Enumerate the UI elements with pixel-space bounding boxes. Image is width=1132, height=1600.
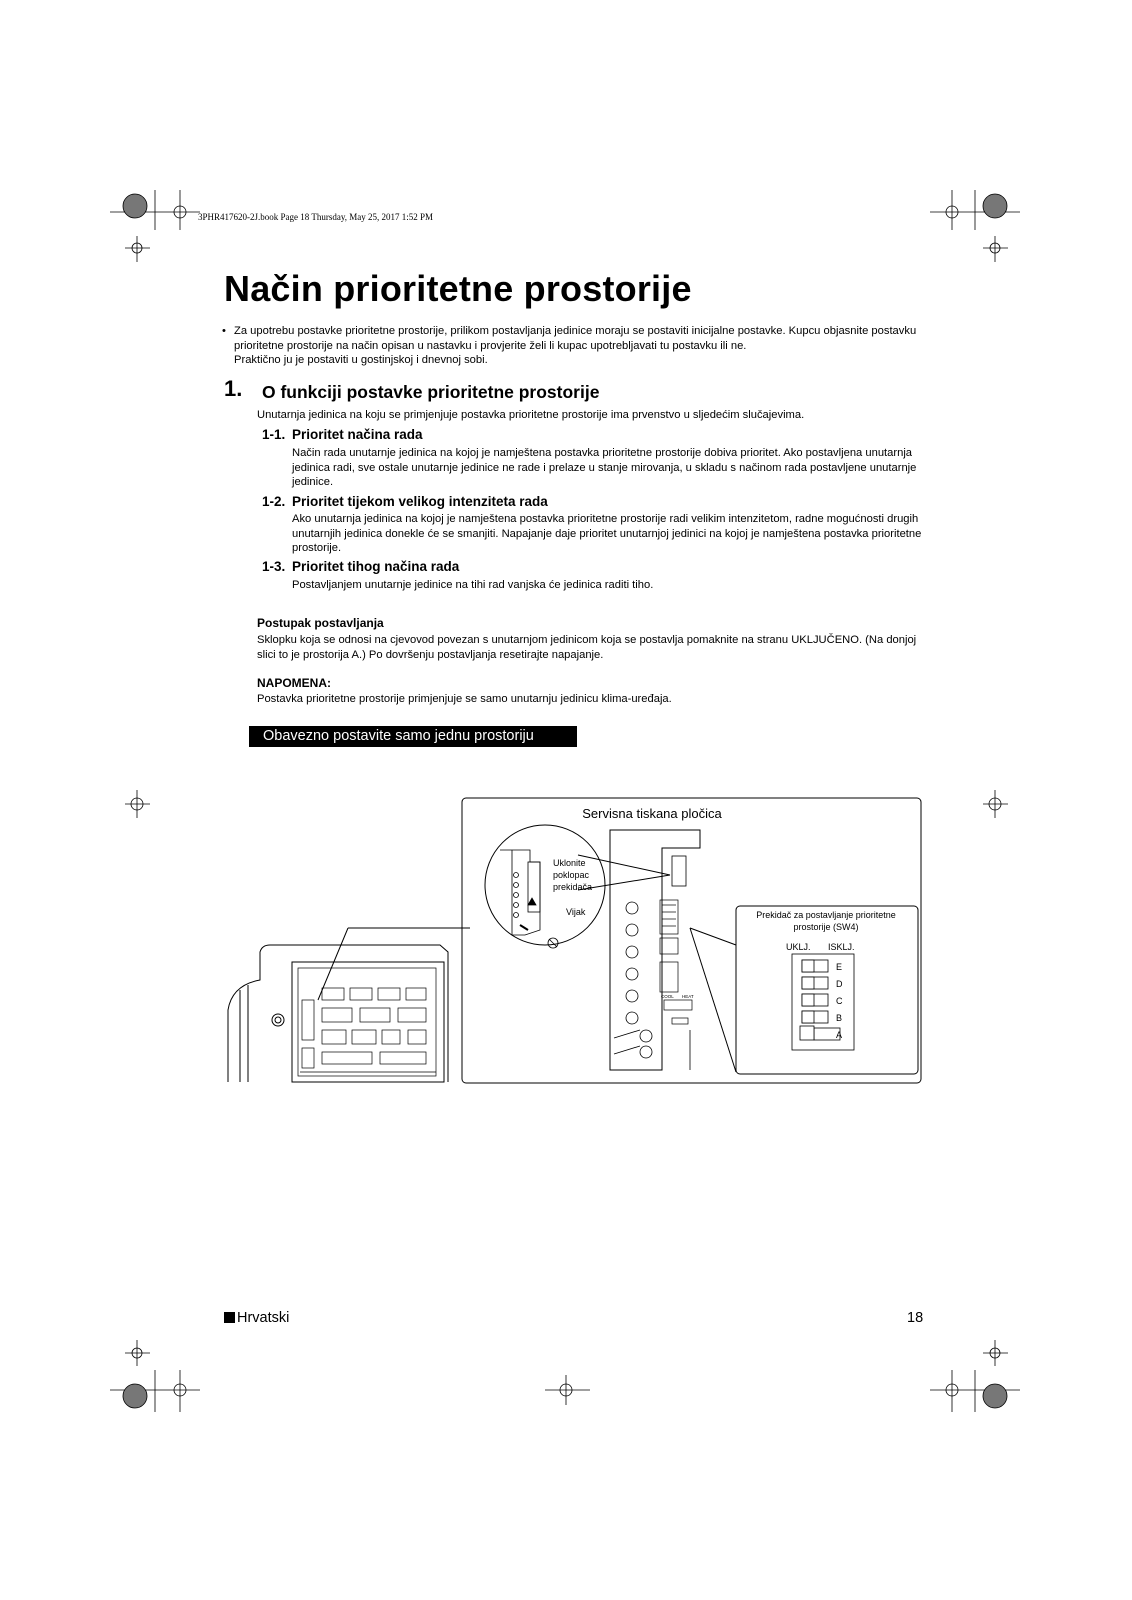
note-title: NAPOMENA: — [257, 676, 331, 690]
subsection-number: 1-3. — [262, 559, 286, 574]
subsection-body: Način rada unutarnje jedinica na kojoj je namještena postavka prioritetne prostorije dobiva prioritet. Ako postavljena unutarnja jedinica radi, sve ostale unutarnje jedinice ne rade i prelaze u stanje mirovanja, u skladu s načinom rada postavljene unutarnje jedinice. — [292, 447, 917, 488]
page-title: Način prioritetne prostorije — [224, 268, 692, 309]
callout-remove-line: Uklonite — [553, 858, 586, 868]
section-number: 1. — [224, 376, 243, 401]
procedure-title: Postupak postavljanja — [257, 616, 384, 630]
switch-a-on — [800, 1026, 814, 1040]
square-icon — [224, 1312, 235, 1323]
outdoor-unit-outline — [228, 945, 448, 1082]
service-pcb — [610, 830, 700, 1070]
file-header: 3PHR417620-2J.book Page 18 Thursday, May 25, 2017 1:52 PM — [198, 212, 434, 222]
warning-banner: Obavezno postavite samo jednu prostoriju — [249, 726, 577, 747]
on-label: UKLJ. — [786, 942, 811, 952]
off-label: ISKLJ. — [828, 942, 855, 952]
leader-line — [318, 928, 348, 1000]
section-intro: Unutarnja jedinica na koju se primjenjuje postavka prioritetne prostorije ima prvenstvo u sljedećim slučajevima. — [257, 409, 805, 421]
figure-frame — [462, 798, 921, 1083]
intro-text: Za upotrebu postavke prioritetne prostorije, prilikom postavljanja jedinice moraju se postaviti inicijalne postavke. Kupcu objasnite postavku prioritetne prostorije na način opisan u nastavku i provjerite želi li kupac upotrebljavati tu postavku ili ne. — [234, 325, 917, 352]
pcb-components — [300, 988, 436, 1072]
note-body: Postavka prioritetne prostorije primjenjuje se samo unutarnju jedinicu klima-uređaja. — [257, 693, 672, 705]
subsection-body: Postavljanjem unutarnje jedinice na tihi rad vanjska će jedinica raditi tiho. — [292, 579, 654, 591]
subsection-number: 1-2. — [262, 494, 286, 509]
room-label: E — [836, 962, 843, 972]
room-label: B — [836, 1013, 843, 1023]
language-label: Hrvatski — [237, 1310, 290, 1326]
bullet: • — [222, 325, 226, 337]
callout-screw: Vijak — [566, 907, 586, 917]
callout-remove-line: poklopac — [553, 870, 590, 880]
room-label: C — [836, 996, 843, 1006]
subsection-title: Prioritet načina rada — [292, 427, 423, 442]
subsection-title: Prioritet tihog načina rada — [292, 559, 460, 574]
subsection-body: Ako unutarnja jedinica na kojoj je namještena postavka prioritetne prostorije radi velikim intenzitetom, radne mogućnosti drugih unutarnjih jedinica donekle će se smanjiti. Napajanje daje prioritet unutarnjoj jedinici na kojoj je namještena postavka prioritetne prostorije. — [292, 513, 922, 554]
mode-label-heat: HEAT — [682, 994, 694, 999]
mode-label-cool: COOL — [661, 994, 674, 999]
screw-icon — [272, 1014, 284, 1026]
switch-title-line: Prekidač za postavljanje prioritetne — [756, 910, 896, 920]
procedure-body: Sklopku koja se odnosi na cjevovod povezan s unutarnjom jedinicom koja se postavlja pomaknite na stranu UKLJUČENO. (Na donjoj slici to je prostorija A.) Po dovršenju postavljanja resetirajte napajanje. — [257, 634, 917, 661]
room-switches — [800, 960, 843, 1040]
dip-switches — [660, 900, 692, 1024]
pcb-label: Servisna tiskana pločica — [582, 806, 722, 821]
section-title: O funkciji postavke prioritetne prostorije — [262, 382, 600, 402]
intro-text-2: Praktično ju je postaviti u gostinjskoj i dnevnoj sobi. — [234, 354, 488, 366]
pcb-leds — [626, 902, 638, 1024]
subsection-title: Prioritet tijekom velikog intenziteta rada — [292, 494, 548, 509]
room-label: D — [836, 979, 843, 989]
switch-title-line: prostorije (SW4) — [793, 922, 859, 932]
page-number: 18 — [907, 1310, 924, 1326]
callout-remove-line: prekidača — [553, 882, 593, 892]
room-label: A — [836, 1030, 843, 1040]
subsection-number: 1-1. — [262, 427, 286, 442]
footer-language — [224, 1310, 289, 1326]
